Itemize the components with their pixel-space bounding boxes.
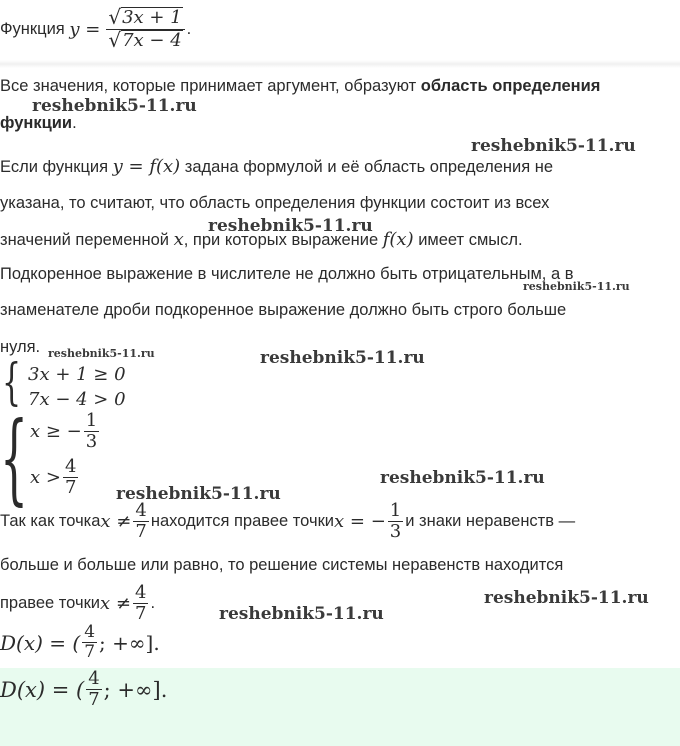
para3-text-l2: больше и больше или равно, то решение системы неравенств находится <box>0 556 564 574</box>
para3-den-3: 7 <box>135 602 147 624</box>
para1-text-l3b: , при которых выражение <box>183 231 383 249</box>
watermark: reshebnik5-11.ru <box>523 280 630 293</box>
para3-math-3: x ≠ <box>100 593 131 615</box>
para1-text-l3c: имеет смысл. <box>413 231 523 249</box>
para3-text-l1b: находится правее точки <box>150 512 335 531</box>
para1-text-a: Если функция <box>0 158 113 176</box>
para3-line-2 <box>0 556 563 575</box>
answer-den: 7 <box>88 688 100 710</box>
para3-fraction-1 <box>133 502 148 542</box>
watermark: reshebnik5-11.ru <box>380 468 545 488</box>
para3-text-l3b: . <box>150 594 156 613</box>
system2-row-2 <box>30 458 80 498</box>
watermark: reshebnik5-11.ru <box>260 348 425 368</box>
definition-bold-1: область определения <box>420 77 601 95</box>
watermark: reshebnik5-11.ru <box>471 136 636 156</box>
result-den: 7 <box>84 641 96 662</box>
para3-text-l3a: правее точки <box>0 594 101 613</box>
para1-math-yfx: y = f(x) <box>112 156 181 177</box>
para1-line-2 <box>0 194 549 213</box>
numerator-expr: 3x + 1 <box>122 6 182 28</box>
watermark: reshebnik5-11.ru <box>116 484 281 504</box>
function-header <box>0 0 191 58</box>
answer-num: 4 <box>88 668 100 689</box>
para3-num-1: 4 <box>135 500 147 521</box>
answer-fraction <box>86 670 101 710</box>
system1-row-1: 3x + 1 ≥ 0 <box>28 364 126 385</box>
system2-brace-icon: { <box>0 402 29 516</box>
para1-math-fx: f(x) <box>382 229 414 250</box>
header-fraction <box>106 4 184 52</box>
numerator-sqrt <box>106 4 184 29</box>
para1-text-l3a: значений переменной <box>0 231 174 249</box>
system2-row2-den: 7 <box>64 476 77 498</box>
denominator-expr: 7x − 4 <box>122 29 182 51</box>
result-formula <box>0 624 160 662</box>
para2-text-l1: Подкоренное выражение в числителе не должно быть отрицательным, а в <box>0 265 574 283</box>
watermark: reshebnik5-11.ru <box>484 588 649 608</box>
sqrt-icon: √ <box>108 4 122 29</box>
definition-line-2 <box>0 114 77 133</box>
para3-num-3: 4 <box>135 582 147 603</box>
divider <box>0 60 680 68</box>
watermark: reshebnik5-11.ru <box>32 96 197 116</box>
para3-fraction-3 <box>133 584 148 624</box>
sqrt-icon: √ <box>108 27 122 52</box>
header-lhs: y = <box>69 18 101 40</box>
result-num: 4 <box>84 622 96 642</box>
para3-text-l1c: и знаки неравенств — <box>405 512 576 531</box>
system2-row2-num: 4 <box>64 456 77 477</box>
para3-den-1: 7 <box>135 520 147 542</box>
watermark: reshebnik5-11.ru <box>219 604 384 624</box>
system2-row1-fraction <box>84 412 99 452</box>
result-lhs: D(x) = ( <box>0 630 81 655</box>
para2-line-2 <box>0 301 566 320</box>
watermark: reshebnik5-11.ru <box>208 216 373 236</box>
para2-text-l2: знаменателе дроби подкоренное выражение должно быть строго больше <box>0 301 567 319</box>
result-rhs: ; +∞]. <box>99 630 160 655</box>
system2-row2-lhs: x > <box>30 467 61 489</box>
definition-bold-2: функции <box>0 114 73 132</box>
para3-num-2: 1 <box>389 500 402 521</box>
para3-fraction-2 <box>388 502 403 542</box>
system2-row2-fraction <box>63 458 78 498</box>
answer-lhs: D(x) = ( <box>0 677 85 702</box>
answer-formula <box>0 670 167 710</box>
watermark: reshebnik5-11.ru <box>48 347 155 360</box>
para3-math-2: x = − <box>334 511 386 533</box>
para3-den-2: 3 <box>389 520 402 542</box>
system2-row1-lhs: x ≥ − <box>30 421 82 443</box>
para1-text-l2: указана, то считают, что область определения функции состоит из всех <box>0 194 550 212</box>
definition-end: . <box>72 114 77 132</box>
para1-line-1 <box>0 156 553 177</box>
result-fraction <box>82 624 97 662</box>
definition-text: Все значения, которые принимает аргумент, образуют <box>0 77 421 95</box>
header-prefix: Функция <box>0 19 65 38</box>
para3-text-l1a: Так как точка <box>0 512 101 531</box>
system2-row1-num: 1 <box>85 410 98 431</box>
system2-row-1 <box>30 412 101 452</box>
para3-line-1 <box>0 502 575 542</box>
para2-line-1 <box>0 265 574 284</box>
para1-math-x: x <box>173 229 184 250</box>
definition-line-1 <box>0 77 600 96</box>
system2-row1-den: 3 <box>85 430 98 452</box>
para2-text-l3: нуля. <box>0 338 41 356</box>
header-trailing: . <box>186 19 192 38</box>
answer-rhs: ; +∞]. <box>103 677 168 702</box>
para1-text-b: задана формулой и её область определения не <box>180 158 554 176</box>
system1-row-2: 7x − 4 > 0 <box>28 389 126 410</box>
system1-brace-icon: { <box>2 353 22 411</box>
denominator-sqrt <box>106 29 184 52</box>
para3-line-3 <box>0 584 155 624</box>
para3-math-1: x ≠ <box>100 511 132 533</box>
